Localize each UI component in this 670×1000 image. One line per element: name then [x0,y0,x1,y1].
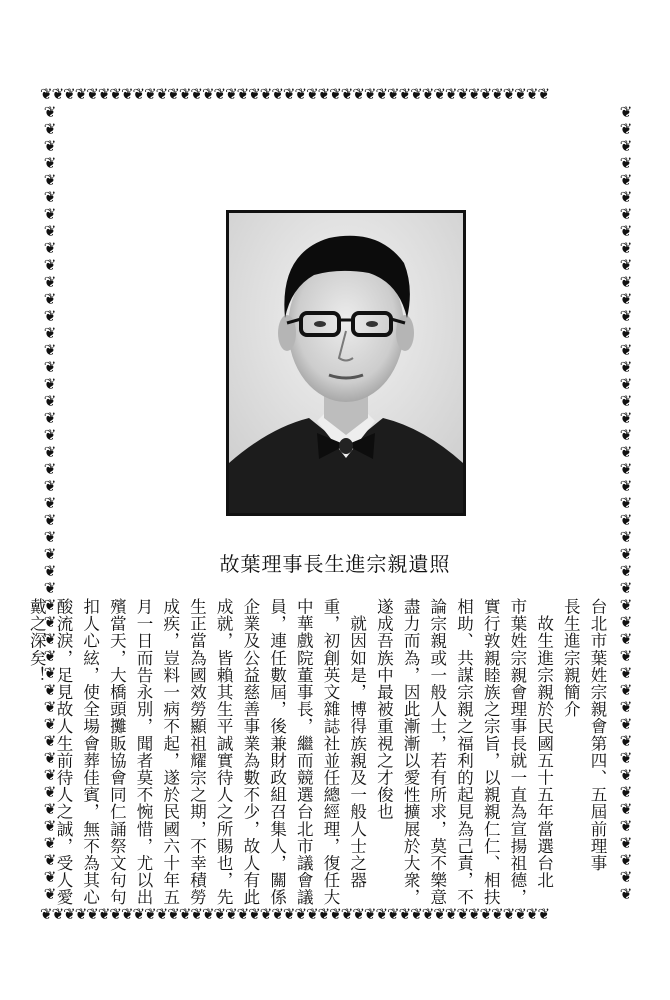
text-line: 戴之深矣！ [27,598,47,684]
portrait-photo [226,210,466,516]
text-line: 員，連任數屆，後兼財政組召集人，關係 [267,598,287,906]
portrait-illustration [229,213,463,513]
text-line: 生正當為國效勞顯祖耀宗之期，不幸積勞 [187,598,207,906]
text-line: 實行敦親睦族之宗旨，以親親仁仁、相扶 [481,598,501,906]
text-line: 就因如是，博得族親及一般人士之器 [347,598,367,889]
text-line: 相助、共謀宗親之福利的起見為己責，不 [454,598,474,906]
ornament-border-left: ❦❦❦❦❦❦❦❦❦❦❦❦❦❦❦❦❦❦❦❦❦❦❦❦❦❦❦❦❦❦❦❦❦❦❦❦❦❦❦❦❦❦❦❦❦❦❦ [43,103,57,903]
text-line: 市葉姓宗親會理事長就一直為宣揚祖德， [507,598,527,906]
ornament-border-right: ❦❦❦❦❦❦❦❦❦❦❦❦❦❦❦❦❦❦❦❦❦❦❦❦❦❦❦❦❦❦❦❦❦❦❦❦❦❦❦❦❦❦❦❦❦❦❦ [619,103,633,903]
text-line: 論宗親或一般人士，若有所求，莫不樂意 [427,598,447,906]
text-line: 成就，皆賴其生平誠實待人之所賜也，先 [214,598,234,906]
photo-caption: 故葉理事長生進宗親遺照 [219,552,451,576]
text-line: 遂成吾族中最被重視之才俊也 [374,598,394,821]
text-line: 故生進宗親於民國五十五年當選台北 [534,598,554,889]
text-line: 月一日而告永別，聞者莫不惋惜，尤以出 [134,598,154,906]
text-line: 成疾，豈料一病不起，遂於民國六十年五 [160,598,180,906]
ornament-border-top: ❦❦❦❦❦❦❦❦❦❦❦❦❦❦❦❦❦❦❦❦❦❦❦❦❦❦❦❦❦❦❦❦❦❦❦❦❦❦❦❦❦❦❦❦ [40,85,550,103]
text-line: 重，初創英文雜誌社並任總經理，復任大 [320,598,340,906]
text-line: 盡力而為，因此漸漸以愛性擴展於大衆， [401,598,421,906]
title-line-1: 台北市葉姓宗親會第四、五屆前理事 [588,598,607,872]
text-line: 扣人心絃，使全場會葬佳賓，無不為其心 [80,598,100,906]
biography-text [27,598,610,906]
title-line-2: 長生進宗親簡介 [561,598,581,718]
text-line: 中華戲院董事長，繼而競選台北市議會議 [294,598,314,906]
ornament-border-bottom: ❦❦❦❦❦❦❦❦❦❦❦❦❦❦❦❦❦❦❦❦❦❦❦❦❦❦❦❦❦❦❦❦❦❦❦❦❦❦❦❦❦❦❦❦ [40,905,550,923]
text-line: 酸流淚，足見故人生前待人之誠，受人愛 [53,598,73,906]
text-line: 殯當天，大橋頭攤販協會同仁誦祭文句句 [107,598,127,906]
text-line: 企業及公益慈善事業為數不少，故人有此 [240,598,260,906]
